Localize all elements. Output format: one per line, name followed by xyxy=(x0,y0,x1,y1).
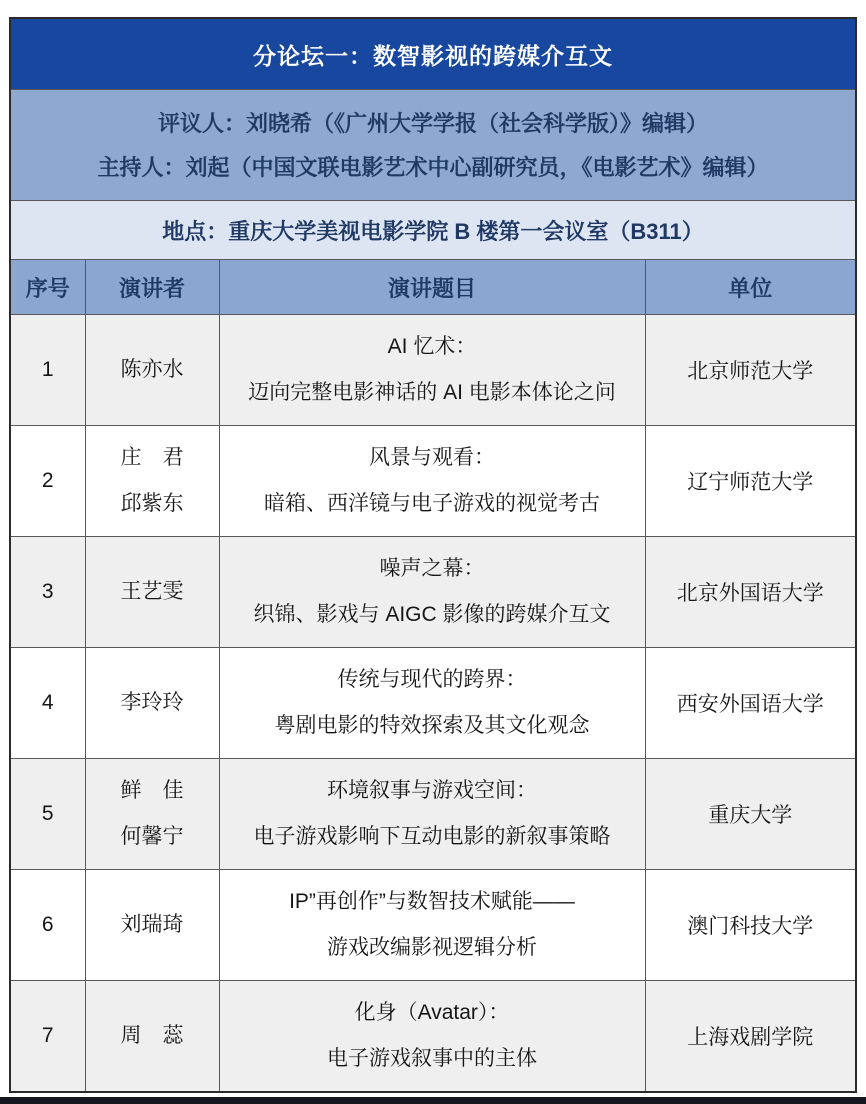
affiliation-cell: 西安外国语大学 xyxy=(645,648,856,759)
speaker-cell xyxy=(85,759,219,870)
row-number: 7 xyxy=(10,981,85,1093)
talk-title-lines xyxy=(220,648,645,758)
speaker-lines xyxy=(86,426,219,536)
speaker-lines xyxy=(86,759,219,869)
talk-title-cell xyxy=(219,870,645,981)
cell-line: 刘瑞琦 xyxy=(120,913,184,936)
table-row xyxy=(10,648,856,759)
cell-line: 环境叙事与游戏空间： xyxy=(327,779,537,803)
cell-line: 迈向完整电影神话的 AI 电影本体论之问 xyxy=(248,380,616,404)
talk-title-cell xyxy=(219,759,645,870)
table-row xyxy=(10,870,856,981)
cell-line: 织锦、影戏与 AIGC 影像的跨媒介互文 xyxy=(253,602,611,626)
affiliation-cell: 上海戏剧学院 xyxy=(645,981,856,1093)
row-number: 1 xyxy=(10,315,85,426)
session-title: 分论坛一：数智影视的跨媒介互文 xyxy=(10,18,856,90)
speaker-cell xyxy=(85,648,219,759)
speaker-lines xyxy=(86,648,219,758)
cell-line: AI 忆术： xyxy=(387,335,477,359)
title-row xyxy=(10,18,856,90)
cell-line: 游戏改编影视逻辑分析 xyxy=(327,935,537,959)
affiliation-cell: 北京师范大学 xyxy=(645,315,856,426)
table-row xyxy=(10,759,856,870)
cell-line: 噪声之幕： xyxy=(379,557,485,581)
next-section-top-bar xyxy=(0,1097,866,1104)
speaker-cell xyxy=(85,870,219,981)
people-cell xyxy=(10,90,856,201)
table-body xyxy=(10,18,856,1092)
talk-title-cell xyxy=(219,426,645,537)
table-row xyxy=(10,426,856,537)
col-header-title: 演讲题目 xyxy=(219,260,645,315)
speaker-lines xyxy=(86,870,219,980)
cell-line: 传统与现代的跨界： xyxy=(337,668,527,692)
table-row xyxy=(10,537,856,648)
cell-line: IP”再创作”与数智技术赋能—— xyxy=(289,890,575,914)
cell-line: 邱紫东 xyxy=(120,491,184,515)
talk-title-lines xyxy=(220,870,645,980)
affiliation-cell: 重庆大学 xyxy=(645,759,856,870)
col-header-affiliation: 单位 xyxy=(645,260,856,315)
location-row xyxy=(10,201,856,260)
speaker-lines xyxy=(86,981,219,1091)
talk-title-lines xyxy=(220,759,645,869)
cell-line: 庄 君 xyxy=(120,446,184,470)
talk-title-cell xyxy=(219,981,645,1093)
cell-line: 鲜 佳 xyxy=(120,779,184,803)
row-number: 2 xyxy=(10,426,85,537)
speaker-cell xyxy=(85,981,219,1093)
speaker-lines xyxy=(86,537,219,647)
host-line: 主持人：刘起（中国文联电影艺术中心副研究员，《电影艺术》编辑） xyxy=(97,154,769,180)
col-header-number: 序号 xyxy=(10,260,85,315)
cell-line: 王艺雯 xyxy=(120,580,184,603)
cell-line: 暗箱、西洋镜与电子游戏的视觉考古 xyxy=(264,491,600,515)
talk-title-lines xyxy=(220,537,645,647)
talk-title-cell xyxy=(219,315,645,426)
affiliation-cell: 澳门科技大学 xyxy=(645,870,856,981)
talk-title-cell xyxy=(219,648,645,759)
speaker-lines xyxy=(86,315,219,425)
cell-line: 何馨宁 xyxy=(120,824,184,848)
cell-line: 风景与观看： xyxy=(369,446,495,470)
cell-line: 粤剧电影的特效探索及其文化观念 xyxy=(274,713,590,737)
people-row xyxy=(10,90,856,201)
talk-title-cell xyxy=(219,537,645,648)
location-line: 地点：重庆大学美视电影学院 B 楼第一会议室（B311） xyxy=(10,201,856,260)
cell-line: 化身（Avatar）： xyxy=(354,1001,510,1025)
speaker-cell xyxy=(85,315,219,426)
talk-title-lines xyxy=(220,981,645,1091)
cell-line: 陈亦水 xyxy=(120,358,184,381)
row-number: 6 xyxy=(10,870,85,981)
session-table xyxy=(9,17,857,1093)
row-number: 4 xyxy=(10,648,85,759)
cell-line: 李玲玲 xyxy=(120,691,184,714)
talk-title-lines xyxy=(220,315,645,425)
talk-title-lines xyxy=(220,426,645,536)
affiliation-cell: 北京外国语大学 xyxy=(645,537,856,648)
column-header-row xyxy=(10,260,856,315)
table-row xyxy=(10,315,856,426)
speaker-cell xyxy=(85,537,219,648)
cell-line: 电子游戏叙事中的主体 xyxy=(327,1046,537,1070)
cell-line: 电子游戏影响下互动电影的新叙事策略 xyxy=(253,824,611,848)
row-number: 3 xyxy=(10,537,85,648)
cell-line: 周 蕊 xyxy=(120,1024,184,1047)
table-row xyxy=(10,981,856,1093)
speaker-cell xyxy=(85,426,219,537)
reviewer-line: 评议人：刘晓希（《广州大学学报（社会科学版）》编辑） xyxy=(157,110,708,136)
col-header-speaker: 演讲者 xyxy=(85,260,219,315)
affiliation-cell: 辽宁师范大学 xyxy=(645,426,856,537)
row-number: 5 xyxy=(10,759,85,870)
